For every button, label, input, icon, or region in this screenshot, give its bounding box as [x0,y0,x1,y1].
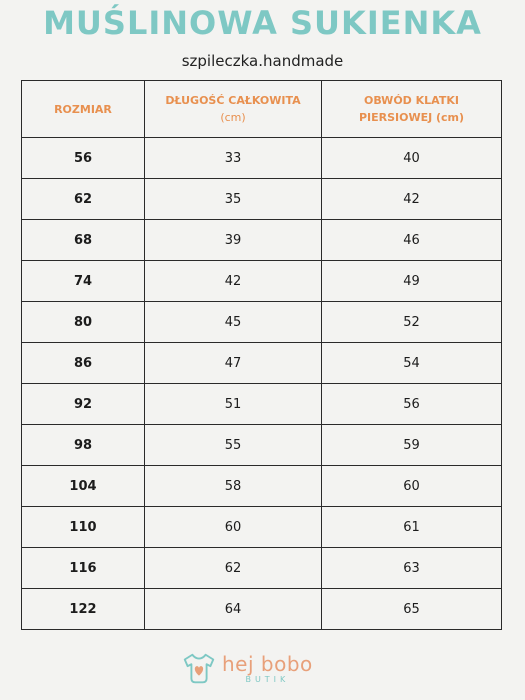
column-header-chest: OBWÓD KLATKI PIERSIOWEJ (cm) [322,81,502,138]
chest-cell: 46 [322,220,502,261]
size-cell: 62 [22,179,145,220]
page-title: MUŚLINOWA SUKIENKA [43,4,482,42]
size-cell: 98 [22,425,145,466]
size-cell: 56 [22,138,145,179]
size-cell: 68 [22,220,145,261]
chest-cell: 40 [322,138,502,179]
chest-cell: 42 [322,179,502,220]
chest-cell: 65 [322,589,502,630]
table-row [22,179,502,220]
length-cell: 55 [145,425,322,466]
brand-subtitle: szpileczka.handmade [181,52,344,70]
table-header-row [22,81,502,138]
table-row [22,261,502,302]
logo-text [222,653,313,685]
chest-cell: 56 [322,384,502,425]
table-row [22,548,502,589]
length-cell: 58 [145,466,322,507]
table-row [22,589,502,630]
size-cell: 122 [22,589,145,630]
length-cell: 33 [145,138,322,179]
table-row [22,466,502,507]
table-row [22,425,502,466]
size-cell: 80 [22,302,145,343]
table-row [22,220,502,261]
length-cell: 45 [145,302,322,343]
length-cell: 42 [145,261,322,302]
chest-cell: 60 [322,466,502,507]
onesie-icon [180,650,218,688]
logo-name: hej bobo [222,652,313,676]
chest-cell: 49 [322,261,502,302]
table-row [22,384,502,425]
table-row [22,138,502,179]
size-table [21,80,502,630]
chest-cell: 52 [322,302,502,343]
table-row [22,507,502,548]
length-cell: 64 [145,589,322,630]
chest-cell: 54 [322,343,502,384]
length-cell: 62 [145,548,322,589]
size-cell: 110 [22,507,145,548]
logo-sub: BUTIK [245,675,290,684]
column-header-size: ROZMIAR [22,81,145,138]
chest-cell: 61 [322,507,502,548]
length-cell: 39 [145,220,322,261]
table-row [22,302,502,343]
size-cell: 116 [22,548,145,589]
size-cell: 86 [22,343,145,384]
table-row [22,343,502,384]
length-cell: 47 [145,343,322,384]
size-cell: 74 [22,261,145,302]
size-cell: 92 [22,384,145,425]
length-cell: 35 [145,179,322,220]
column-header-length: DŁUGOŚĆ CAŁKOWITA (cm) [145,81,322,138]
brand-logo [180,648,313,690]
length-cell: 51 [145,384,322,425]
chest-cell: 63 [322,548,502,589]
size-cell: 104 [22,466,145,507]
length-cell: 60 [145,507,322,548]
chest-cell: 59 [322,425,502,466]
